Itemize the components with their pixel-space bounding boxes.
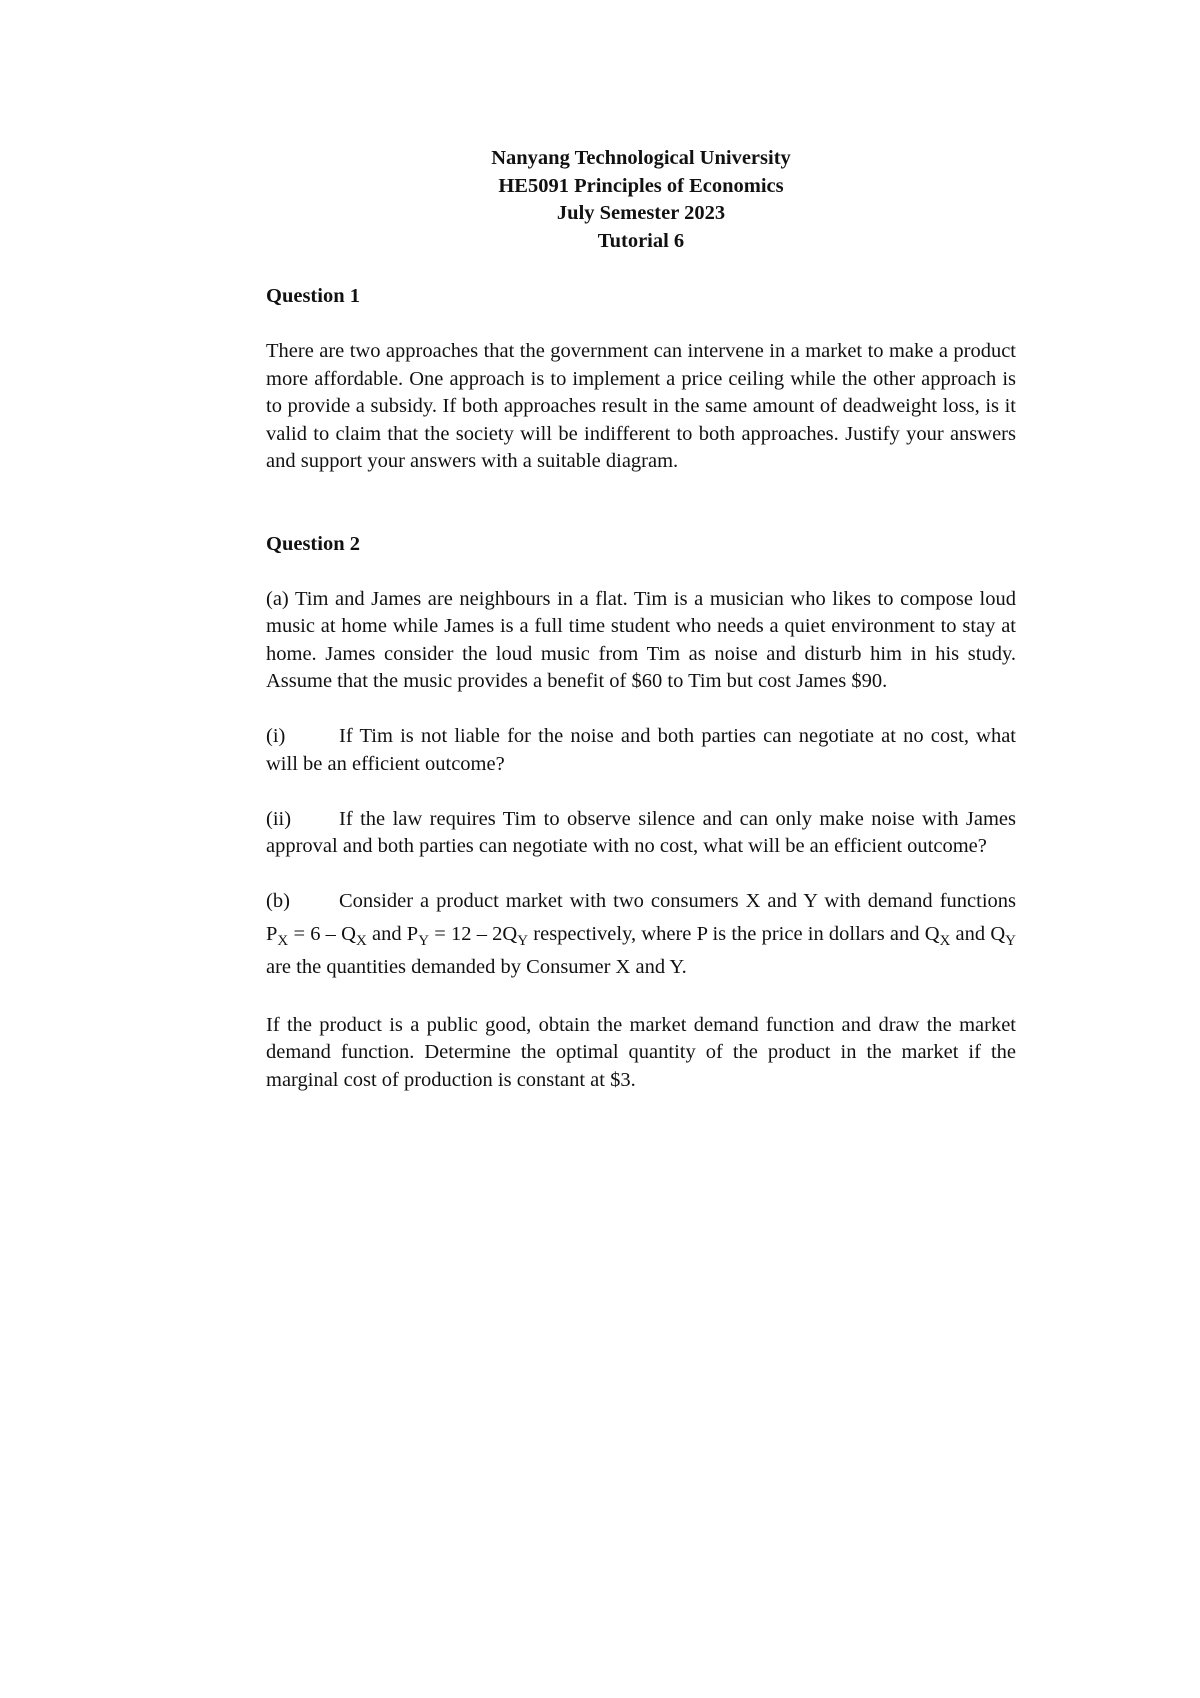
document-header: [266, 145, 1016, 255]
item-body-i: If Tim is not liable for the noise and both parties can negotiate at no cost, what will be an efficient outcome?: [266, 725, 1016, 775]
question-1-body: There are two approaches that the government can intervene in a market to make a product more affordable. One approach is to implement a price ceiling while the other approach is to provide a subsidy. If both approaches result in the same amount of deadweight loss, is it valid to claim that the society will be indifferent to both approaches. Justify your answers and support your answers with a suitable diagram.: [266, 340, 1016, 472]
semester-label: July Semester 2023: [556, 202, 726, 224]
item-body-ii: If the law requires Tim to observe silence and can only make noise with James approval and both parties can negotiate with no cost, what will be an efficient outcome?: [266, 807, 1016, 857]
item-label-ii: (ii): [266, 807, 292, 830]
institution-name: Nanyang Technological University: [491, 147, 791, 169]
tutorial-label: Tutorial 6: [597, 229, 685, 252]
document-page: [266, 145, 1016, 1094]
item-label-i: (i): [266, 725, 286, 747]
question-2b-body: (b) Consider a product market with two consumers X and Y with demand functions $P_X = 6 - Q_X$ and $P_Y = 12 - 2Q_Y$ respectively, where P is the price in dollars and $Q_X$ and $Q_Y$ are the quantities demanded by Consumer X and Y.: [266, 885, 1016, 984]
question-2a-i: [266, 723, 1016, 778]
question-2a-ii: [266, 806, 1016, 861]
item-label-b: (b): [266, 890, 290, 912]
question-2a-body: (a) Tim and James are neighbours in a flat. Tim is a musician who likes to compose loud music at home while James is a full time student who needs a quiet environment to stay at home. James consider the loud music from Tim as noise and disturb him in his study. Assume that the music provides a benefit of $60 to Tim but cost James $90.: [266, 587, 1016, 692]
question-1-title: Question 1: [266, 285, 360, 307]
course-title: HE5091 Principles of Economics: [498, 174, 784, 197]
question-2-title: Question 2: [266, 532, 360, 555]
question-2b-final: If the product is a public good, obtain the market demand function and draw the market demand function. Determine the optimal quantity of the product in the market if the marginal cost of production is constant at $3.: [266, 1013, 1016, 1091]
